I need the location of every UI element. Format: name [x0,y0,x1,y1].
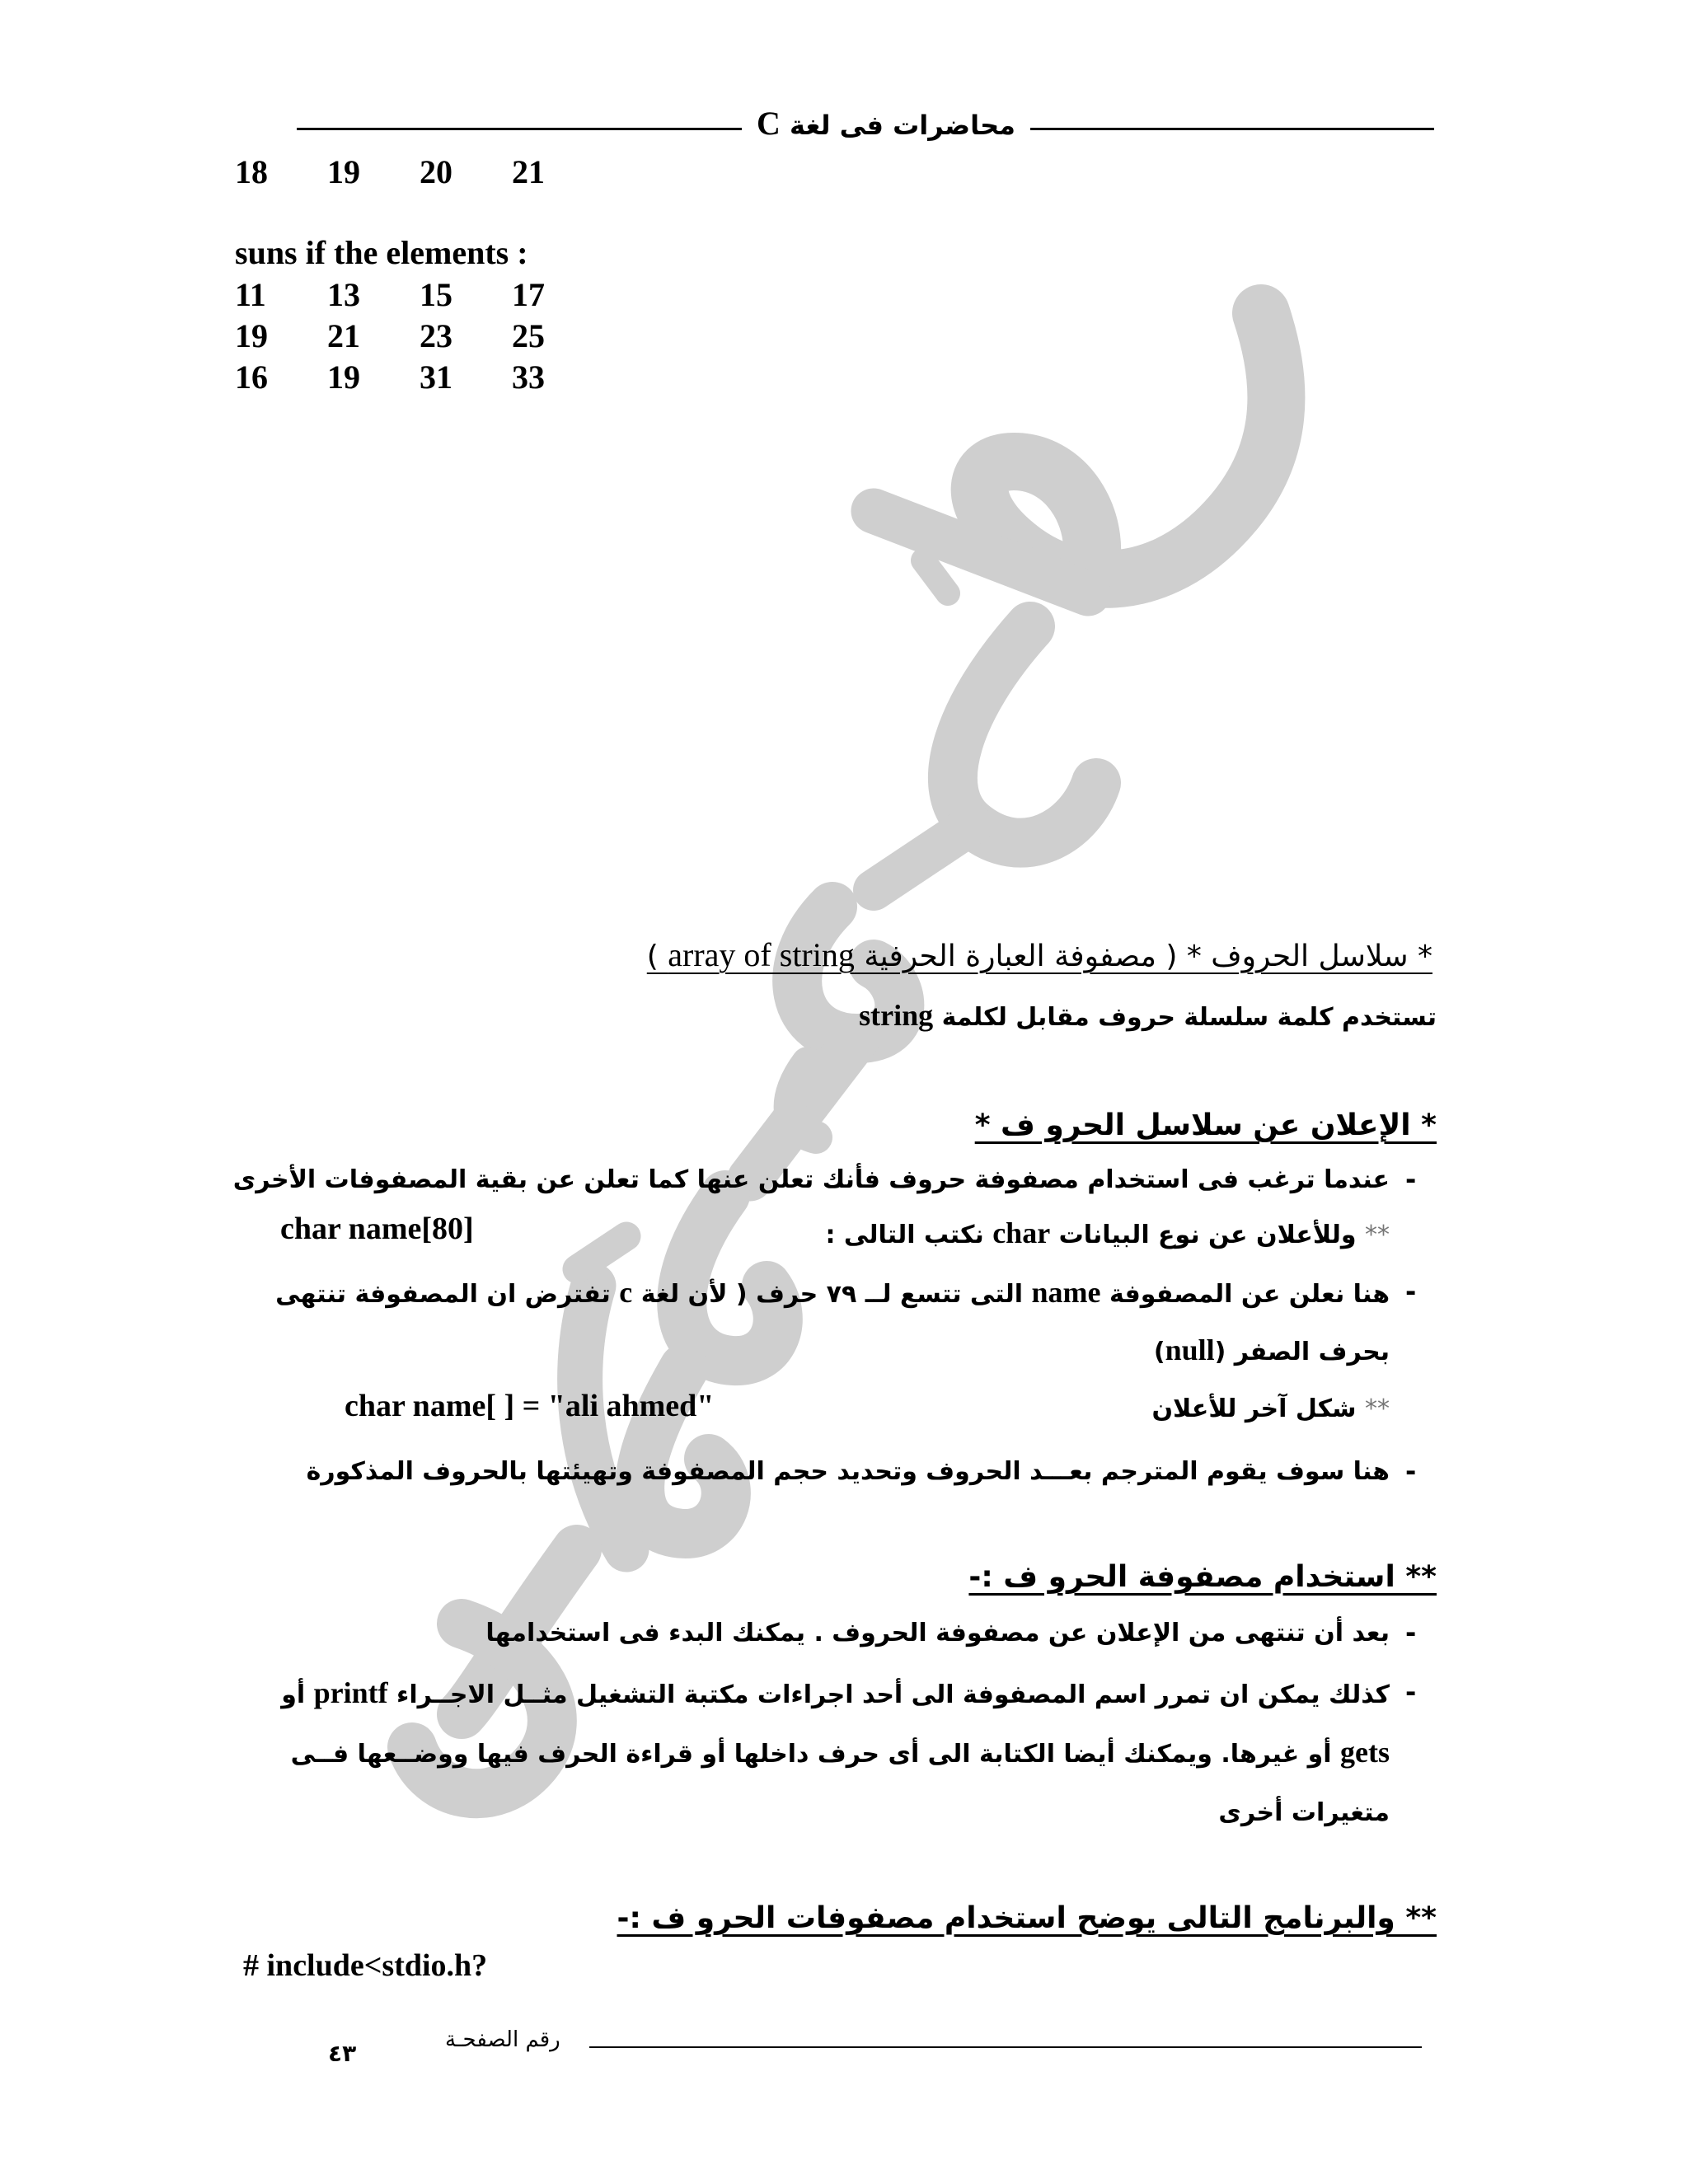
matrix-cell: 20 [420,153,452,190]
section2-bullet3: هنا سوف يقوم المترجم بعـــد الحروف وتحديد حجم المصفوفة وتهيئتها بالحروف المذكورة [306,1457,1390,1486]
footer-page-number: ٤٣ [328,2040,357,2067]
section1-intro-ar: تستخدم كلمة سلسلة حروف مقابل لكلمة [933,1003,1437,1032]
section3-bullet1: بعد أن تنتهى من الإعلان عن مصفوفة الحروف . يمكنك البدء فى استخدامها [485,1619,1390,1647]
section3-bullet2-b: أو [281,1680,314,1709]
section-declaration-title: * الإعلان عن سلاسل الحرو ف * [974,1108,1437,1142]
bullet-dash: - [1405,1617,1417,1648]
code-char-name-80: char name[80] [280,1212,474,1246]
section2-bullet2-d: تفترض ان المصفوفة تنتهى [275,1280,620,1309]
section2-bullet2-null: null [1165,1333,1215,1366]
section3-bullet2-line2-text: أو غيرها. ويمكنك أيضا الكتابة الى أى حرف داخلها أو قراءة الحرف فيها ووضــعها فــى [290,1740,1341,1769]
section1-title-latin: array of string [668,936,855,973]
section2-line2-char: char [992,1216,1051,1249]
section3-bullet2 [195,1675,1390,1713]
section3-bullet2-gets: gets [1340,1736,1390,1769]
sums-cell: 16 [235,359,268,396]
sums-cell: 13 [327,276,360,313]
sums-row [235,357,604,398]
section3-bullet2-printf: printf [313,1676,388,1709]
section1-title-ar: * سلاسل الحروف * ( مصفوفة العبارة الحرفية [854,940,1432,973]
header-title [738,99,1034,148]
header-title-ar: محاضرات فى لغة [790,110,1015,141]
section2-bullet2-line2-b: ) [1153,1338,1165,1366]
sums-cell: 15 [420,276,452,313]
section2-bullet2-b: التى تتسع لــ ٧٩ حرف ( لأن لغة [632,1280,1032,1309]
section2-bullet2-line2-a: بحرف الصفر ( [1214,1338,1390,1366]
sums-row [235,274,604,316]
section2-bullet2-a: هنا نعلن عن المصفوفة [1100,1280,1390,1309]
sums-cell: 33 [512,359,545,396]
sums-cell: 31 [420,359,452,396]
sums-cell: 23 [420,317,452,354]
bullet-dash: - [1405,1455,1417,1487]
section-array-of-string-title [237,935,1432,974]
header-title-lang: C [757,105,781,142]
section3-bullet2-line2 [195,1734,1390,1773]
sums-row [235,316,604,357]
section1-intro [241,997,1437,1036]
sums-cell: 11 [235,276,266,313]
sums-cell: 25 [512,317,545,354]
header-rule-right [1030,128,1434,130]
bullet-dash: - [1405,1276,1417,1307]
section-usage-title: ** استخدام مصفوفة الحرو ف :- [968,1560,1437,1594]
section-program-title: ** والبرنامج التالى يوضح استخدام مصفوفات الحرو ف :- [617,1901,1437,1935]
footer-page-label: رقم الصفحـة [445,2027,560,2052]
sums-label: suns if the elements : [235,234,528,271]
section3-bullet2-a: كذلك يمكن ان تمرر اسم المصفوفة الى أحد اجراءات مكتبة التشغيل مثــل الاجــراء [387,1680,1390,1709]
sums-cell: 21 [327,317,360,354]
section2-bullet2 [195,1274,1390,1313]
sums-cell: 19 [235,317,268,354]
section1-title-suffix: ) [646,940,668,973]
code-include: # include<stdio.h? [243,1948,488,1983]
sums-cell: 17 [512,276,545,313]
matrix-row [235,152,604,193]
section2-bullet2-name: name [1031,1276,1101,1309]
section2-bullet2-line2 [401,1332,1390,1371]
section2-bullet1: عندما ترغب فى استخدام مصفوفة حروف فأنك تعلن عنها كما تعلن عن بقية المصفوفات الأخرى [232,1165,1390,1194]
bullet-dash: - [1405,1164,1417,1195]
section2-line4 [978,1391,1390,1427]
section2-line4-text: شكل آخر للأعلان [1151,1394,1365,1423]
code-char-name-init: char name[ ] = "ali ahmed" [345,1389,715,1423]
bullet-dash: - [1405,1676,1417,1708]
stars-marker: ** [1365,1221,1390,1249]
section1-intro-latin: string [859,999,934,1032]
section3-bullet2-line3: متغيرات أخرى [1218,1798,1390,1827]
matrix-cell: 21 [512,153,545,190]
stars-marker: ** [1365,1394,1390,1423]
footer-rule [589,2046,1422,2048]
section2-bullet2-c: c [619,1276,633,1309]
section2-line2 [483,1215,1390,1254]
matrix-cell: 18 [235,153,268,190]
header-rule-left [297,128,742,130]
section2-line2-b: نكتب التالى : [825,1221,993,1249]
section2-line2-a: وللأعلان عن نوع البيانات [1050,1221,1365,1249]
sums-cell: 19 [327,359,360,396]
matrix-cell: 19 [327,153,360,190]
